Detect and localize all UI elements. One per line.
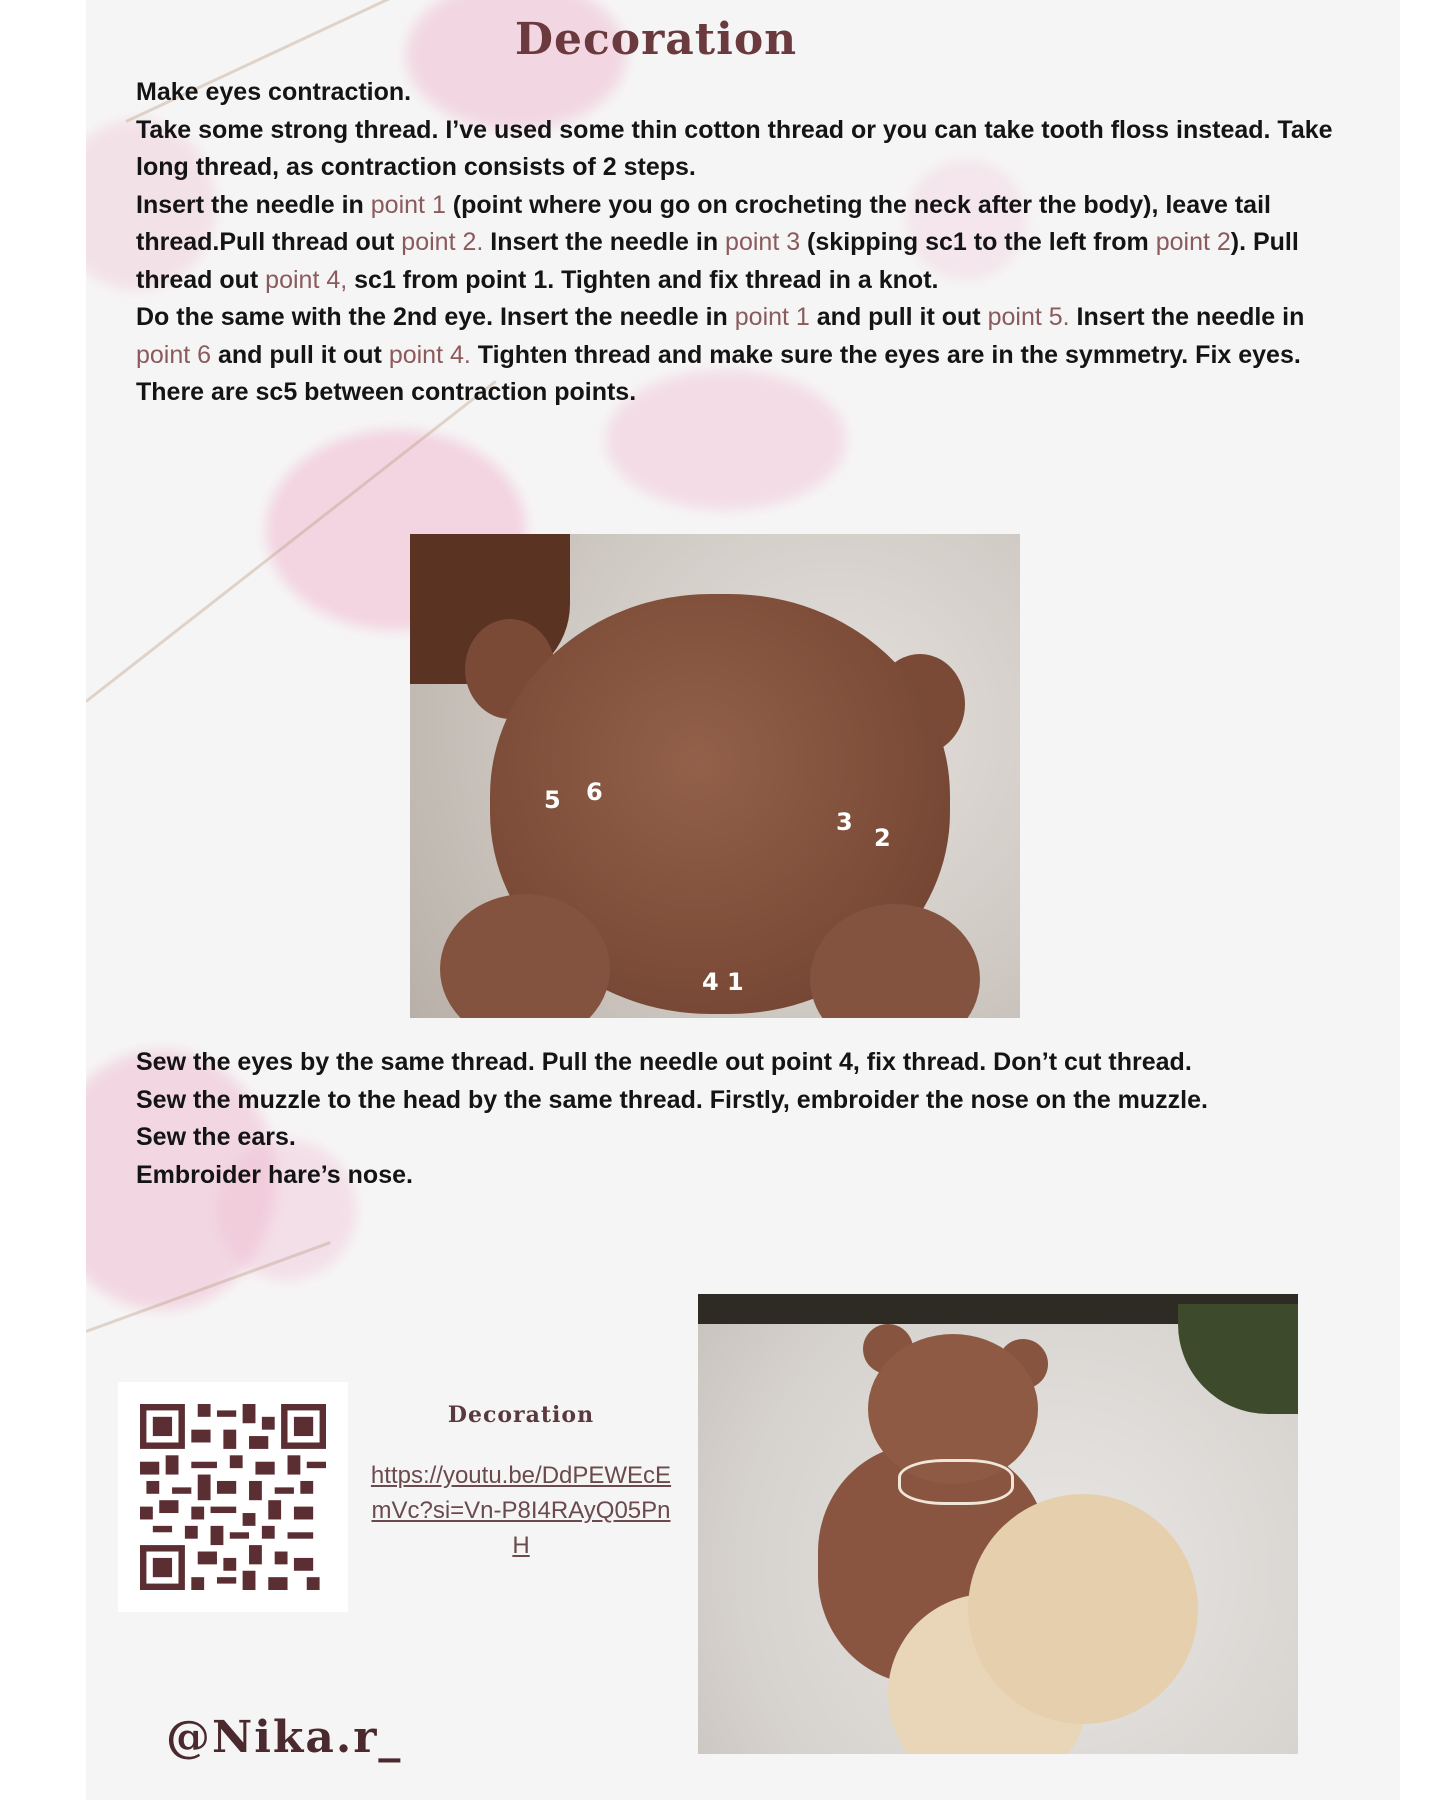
point-marker-4-1: 4 1 [702,968,744,996]
finished-toys-photo [698,1294,1298,1754]
page [86,0,1400,1800]
paragraph: Sew the eyes by the same thread. Pull the needle out point 4, fix thread. Don’t cut thread. [136,1048,1192,1076]
point-label: point 2 [1155,228,1231,256]
pine-leaf [1178,1304,1298,1414]
video-link[interactable]: https://youtu.be/DdPEWEcEmVc?si=Vn-P8I4RAyQ05PnH [370,1462,672,1559]
paragraph: Take some strong thread. I’ve used some thin cotton thread or you can take tooth floss instead. Take long thread, as contraction consists of 2 steps. [136,115,1333,181]
point-label: point 6 [136,340,212,369]
text: sc1 from point 1. Tighten and fix thread in a knot. [347,265,939,294]
point-marker-5: 5 [544,786,561,814]
author-handle: @Nika.r_ [166,1712,403,1763]
qr-code-icon [140,1404,326,1590]
point-label: point 1 [734,303,810,331]
sewing-text [136,1044,1336,1194]
text: Tighten thread and make sure the eyes are in the symmetry. Fix eyes. [470,340,1301,369]
point-label: point 5. [987,303,1070,331]
instructions-text [136,74,1336,412]
page-title: Decoration [514,14,798,65]
paragraph: Sew the muzzle to the head by the same thread. Firstly, embroider the nose on the muzzle. [136,1085,1208,1114]
paragraph [136,299,1336,374]
paragraph: Sew the ears. [136,1123,296,1151]
text: and pull it out [211,340,389,369]
bunny-head [968,1494,1198,1724]
text: (skipping sc1 to the left from [800,228,1156,256]
paragraph: Make eyes contraction. [136,78,412,106]
text: ). Pull thread out [136,228,1299,294]
point-marker-2: 2 [874,824,891,852]
text: Insert the needle in [483,228,726,256]
text: Do the same with the 2nd eye. Insert the needle in [136,303,735,331]
point-label: point 2. [401,228,484,256]
point-label: point 1 [370,190,446,219]
point-marker-3: 3 [836,808,853,836]
point-label: point 3 [725,228,801,256]
text: Insert the needle in [136,190,371,219]
paragraph: Embroider hare’s nose. [136,1160,413,1189]
paragraph [136,187,1336,300]
video-title: Decoration [447,1402,595,1428]
bear-head-photo [410,534,1020,1018]
qr-code[interactable] [118,1382,348,1612]
text: Insert the needle in [1069,303,1305,331]
point-label: point 4, [265,265,348,294]
paragraph: There are sc5 between contraction points. [136,378,637,406]
point-label: point 4. [388,340,471,369]
text: and pull it out [809,303,988,331]
bear-bow [898,1459,1014,1505]
point-marker-6: 6 [586,778,603,806]
text: (point where you go on crocheting the neck after the body), leave tail thread.Pull thread out [136,190,1271,256]
